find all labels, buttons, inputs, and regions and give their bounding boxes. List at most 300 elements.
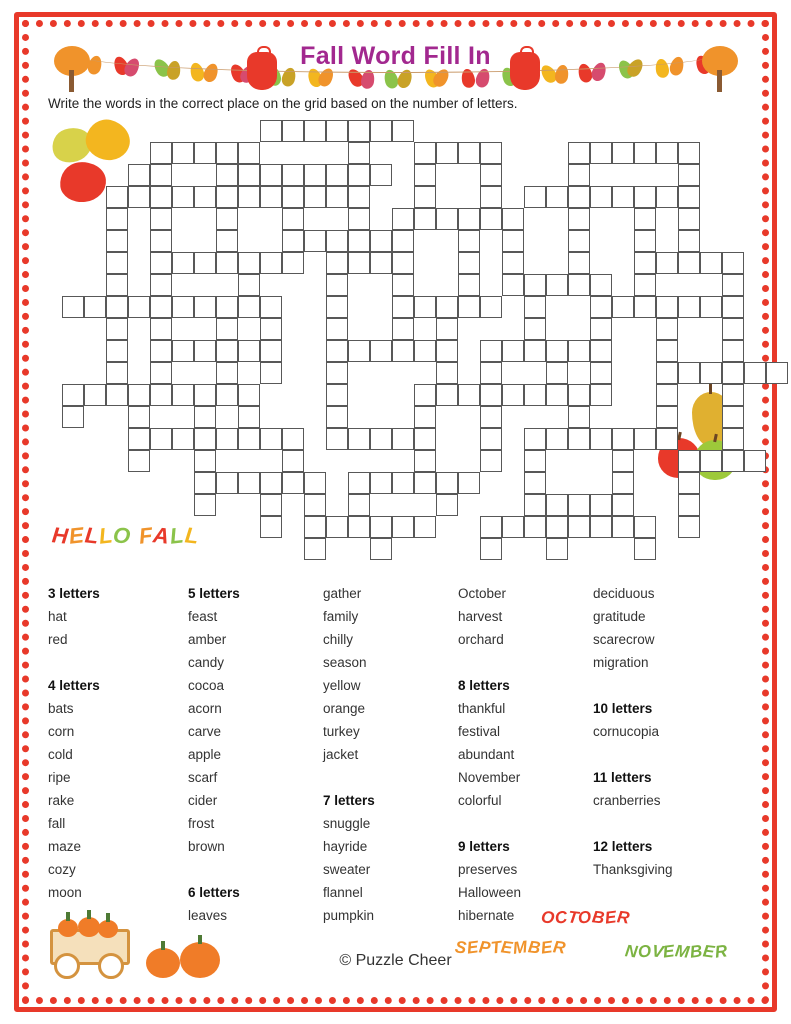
grid-cell[interactable] [106,186,128,208]
grid-cell[interactable] [480,516,502,538]
grid-cell[interactable] [260,252,282,274]
grid-cell[interactable] [612,296,634,318]
grid-cell[interactable] [216,142,238,164]
grid-cell[interactable] [304,472,326,494]
grid-cell[interactable] [568,274,590,296]
grid-cell[interactable] [282,450,304,472]
grid-cell[interactable] [634,296,656,318]
grid-cell[interactable] [216,384,238,406]
grid-cell[interactable] [392,516,414,538]
grid-cell[interactable] [656,186,678,208]
grid-cell[interactable] [436,472,458,494]
grid-cell[interactable] [326,274,348,296]
grid-cell[interactable] [502,208,524,230]
grid-cell[interactable] [568,340,590,362]
grid-cell[interactable] [238,472,260,494]
grid-cell[interactable] [546,494,568,516]
grid-cell[interactable] [612,494,634,516]
grid-cell[interactable] [370,164,392,186]
grid-cell[interactable] [502,252,524,274]
grid-cell[interactable] [612,450,634,472]
grid-cell[interactable] [546,538,568,560]
grid-cell[interactable] [172,186,194,208]
grid-cell[interactable] [370,252,392,274]
grid-cell[interactable] [634,230,656,252]
grid-cell[interactable] [216,252,238,274]
grid-cell[interactable] [568,384,590,406]
puzzle-grid[interactable] [40,120,752,575]
grid-cell[interactable] [282,428,304,450]
grid-cell[interactable] [590,274,612,296]
grid-cell[interactable] [260,362,282,384]
grid-cell[interactable] [260,494,282,516]
grid-cell[interactable] [590,340,612,362]
grid-cell[interactable] [524,494,546,516]
grid-cell[interactable] [436,494,458,516]
grid-cell[interactable] [722,428,744,450]
grid-cell[interactable] [634,142,656,164]
grid-cell[interactable] [238,252,260,274]
grid-cell[interactable] [260,164,282,186]
grid-cell[interactable] [282,472,304,494]
grid-cell[interactable] [546,516,568,538]
grid-cell[interactable] [348,230,370,252]
grid-cell[interactable] [414,142,436,164]
grid-cell[interactable] [414,516,436,538]
grid-cell[interactable] [106,274,128,296]
grid-cell[interactable] [150,274,172,296]
grid-cell[interactable] [414,340,436,362]
grid-cell[interactable] [150,384,172,406]
grid-cell[interactable] [546,274,568,296]
grid-cell[interactable] [590,428,612,450]
grid-cell[interactable] [172,384,194,406]
grid-cell[interactable] [150,318,172,340]
grid-cell[interactable] [326,516,348,538]
grid-cell[interactable] [458,142,480,164]
grid-cell[interactable] [150,340,172,362]
grid-cell[interactable] [568,208,590,230]
grid-cell[interactable] [480,296,502,318]
grid-cell[interactable] [656,296,678,318]
grid-cell[interactable] [436,318,458,340]
grid-cell[interactable] [722,362,744,384]
grid-cell[interactable] [194,252,216,274]
grid-cell[interactable] [194,494,216,516]
grid-cell[interactable] [678,230,700,252]
grid-cell[interactable] [590,296,612,318]
grid-cell[interactable] [722,406,744,428]
grid-cell[interactable] [172,340,194,362]
grid-cell[interactable] [436,208,458,230]
grid-cell[interactable] [194,186,216,208]
grid-cell[interactable] [150,208,172,230]
grid-cell[interactable] [568,428,590,450]
grid-cell[interactable] [612,428,634,450]
grid-cell[interactable] [106,208,128,230]
grid-cell[interactable] [150,252,172,274]
grid-cell[interactable] [128,186,150,208]
grid-cell[interactable] [458,384,480,406]
grid-cell[interactable] [260,318,282,340]
grid-cell[interactable] [502,384,524,406]
grid-cell[interactable] [612,472,634,494]
grid-cell[interactable] [238,274,260,296]
grid-cell[interactable] [568,164,590,186]
grid-cell[interactable] [392,472,414,494]
grid-cell[interactable] [458,208,480,230]
grid-cell[interactable] [524,450,546,472]
grid-cell[interactable] [128,164,150,186]
grid-cell[interactable] [326,406,348,428]
grid-cell[interactable] [700,252,722,274]
grid-cell[interactable] [238,406,260,428]
grid-cell[interactable] [678,186,700,208]
grid-cell[interactable] [348,120,370,142]
grid-cell[interactable] [260,186,282,208]
grid-cell[interactable] [172,142,194,164]
grid-cell[interactable] [612,142,634,164]
grid-cell[interactable] [326,120,348,142]
grid-cell[interactable] [260,516,282,538]
grid-cell[interactable] [414,186,436,208]
grid-cell[interactable] [282,120,304,142]
grid-cell[interactable] [722,450,744,472]
grid-cell[interactable] [656,252,678,274]
grid-cell[interactable] [62,406,84,428]
grid-cell[interactable] [282,208,304,230]
grid-cell[interactable] [260,340,282,362]
grid-cell[interactable] [766,362,788,384]
grid-cell[interactable] [524,472,546,494]
grid-cell[interactable] [568,186,590,208]
grid-cell[interactable] [370,428,392,450]
grid-cell[interactable] [634,538,656,560]
grid-cell[interactable] [304,538,326,560]
grid-cell[interactable] [326,252,348,274]
grid-cell[interactable] [260,120,282,142]
grid-cell[interactable] [436,296,458,318]
grid-cell[interactable] [414,406,436,428]
grid-cell[interactable] [348,472,370,494]
grid-cell[interactable] [392,230,414,252]
grid-cell[interactable] [414,296,436,318]
grid-cell[interactable] [216,428,238,450]
grid-cell[interactable] [524,296,546,318]
grid-cell[interactable] [260,472,282,494]
grid-cell[interactable] [656,362,678,384]
grid-cell[interactable] [260,428,282,450]
grid-cell[interactable] [414,208,436,230]
grid-cell[interactable] [348,186,370,208]
grid-cell[interactable] [216,340,238,362]
grid-cell[interactable] [590,186,612,208]
grid-cell[interactable] [348,142,370,164]
grid-cell[interactable] [216,208,238,230]
grid-cell[interactable] [480,142,502,164]
grid-cell[interactable] [62,296,84,318]
grid-cell[interactable] [458,252,480,274]
grid-cell[interactable] [150,142,172,164]
grid-cell[interactable] [458,472,480,494]
grid-cell[interactable] [392,296,414,318]
grid-cell[interactable] [612,516,634,538]
grid-cell[interactable] [194,450,216,472]
grid-cell[interactable] [414,428,436,450]
grid-cell[interactable] [238,384,260,406]
grid-cell[interactable] [524,516,546,538]
grid-cell[interactable] [304,494,326,516]
grid-cell[interactable] [128,406,150,428]
grid-cell[interactable] [194,428,216,450]
grid-cell[interactable] [502,340,524,362]
grid-cell[interactable] [700,296,722,318]
grid-cell[interactable] [480,450,502,472]
grid-cell[interactable] [392,428,414,450]
grid-cell[interactable] [348,516,370,538]
grid-cell[interactable] [700,450,722,472]
grid-cell[interactable] [678,494,700,516]
grid-cell[interactable] [524,318,546,340]
grid-cell[interactable] [524,384,546,406]
grid-cell[interactable] [546,186,568,208]
grid-cell[interactable] [722,252,744,274]
grid-cell[interactable] [458,274,480,296]
grid-cell[interactable] [634,208,656,230]
grid-cell[interactable] [656,340,678,362]
grid-cell[interactable] [216,362,238,384]
grid-cell[interactable] [524,428,546,450]
grid-cell[interactable] [238,428,260,450]
grid-cell[interactable] [436,340,458,362]
grid-cell[interactable] [84,384,106,406]
grid-cell[interactable] [106,340,128,362]
grid-cell[interactable] [62,384,84,406]
grid-cell[interactable] [326,186,348,208]
grid-cell[interactable] [700,362,722,384]
grid-cell[interactable] [282,164,304,186]
grid-cell[interactable] [304,516,326,538]
grid-cell[interactable] [194,142,216,164]
grid-cell[interactable] [304,186,326,208]
grid-cell[interactable] [634,428,656,450]
grid-cell[interactable] [436,384,458,406]
grid-cell[interactable] [282,230,304,252]
grid-cell[interactable] [480,406,502,428]
grid-cell[interactable] [612,186,634,208]
grid-cell[interactable] [172,428,194,450]
grid-cell[interactable] [370,516,392,538]
grid-cell[interactable] [590,384,612,406]
grid-cell[interactable] [392,340,414,362]
grid-cell[interactable] [678,450,700,472]
grid-cell[interactable] [348,164,370,186]
grid-cell[interactable] [590,516,612,538]
grid-cell[interactable] [370,340,392,362]
grid-cell[interactable] [480,340,502,362]
grid-cell[interactable] [326,164,348,186]
grid-cell[interactable] [546,384,568,406]
grid-cell[interactable] [480,428,502,450]
grid-cell[interactable] [568,494,590,516]
grid-cell[interactable] [502,230,524,252]
grid-cell[interactable] [106,230,128,252]
grid-cell[interactable] [370,472,392,494]
grid-cell[interactable] [238,296,260,318]
grid-cell[interactable] [238,340,260,362]
grid-cell[interactable] [348,252,370,274]
grid-cell[interactable] [414,472,436,494]
grid-cell[interactable] [106,384,128,406]
grid-cell[interactable] [348,494,370,516]
grid-cell[interactable] [568,252,590,274]
grid-cell[interactable] [744,362,766,384]
grid-cell[interactable] [392,120,414,142]
grid-cell[interactable] [414,450,436,472]
grid-cell[interactable] [238,142,260,164]
grid-cell[interactable] [326,318,348,340]
grid-cell[interactable] [634,252,656,274]
grid-cell[interactable] [304,230,326,252]
grid-cell[interactable] [744,450,766,472]
grid-cell[interactable] [590,494,612,516]
grid-cell[interactable] [106,252,128,274]
grid-cell[interactable] [172,252,194,274]
grid-cell[interactable] [326,362,348,384]
grid-cell[interactable] [392,274,414,296]
grid-cell[interactable] [656,318,678,340]
grid-cell[interactable] [524,274,546,296]
grid-cell[interactable] [502,516,524,538]
grid-cell[interactable] [480,384,502,406]
grid-cell[interactable] [128,296,150,318]
grid-cell[interactable] [84,296,106,318]
grid-cell[interactable] [326,296,348,318]
grid-cell[interactable] [150,428,172,450]
grid-cell[interactable] [480,164,502,186]
grid-cell[interactable] [216,186,238,208]
grid-cell[interactable] [678,164,700,186]
grid-cell[interactable] [480,208,502,230]
grid-cell[interactable] [634,274,656,296]
grid-cell[interactable] [150,230,172,252]
grid-cell[interactable] [546,428,568,450]
grid-cell[interactable] [678,142,700,164]
grid-cell[interactable] [282,252,304,274]
grid-cell[interactable] [678,516,700,538]
grid-cell[interactable] [678,208,700,230]
grid-cell[interactable] [722,318,744,340]
grid-cell[interactable] [392,208,414,230]
grid-cell[interactable] [392,252,414,274]
grid-cell[interactable] [216,296,238,318]
grid-cell[interactable] [172,296,194,318]
grid-cell[interactable] [194,296,216,318]
grid-cell[interactable] [326,340,348,362]
grid-cell[interactable] [150,186,172,208]
grid-cell[interactable] [634,186,656,208]
grid-cell[interactable] [414,384,436,406]
grid-cell[interactable] [590,318,612,340]
grid-cell[interactable] [370,120,392,142]
grid-cell[interactable] [150,362,172,384]
grid-cell[interactable] [480,186,502,208]
grid-cell[interactable] [304,164,326,186]
grid-cell[interactable] [326,428,348,450]
grid-cell[interactable] [546,362,568,384]
grid-cell[interactable] [524,186,546,208]
grid-cell[interactable] [436,142,458,164]
grid-cell[interactable] [656,142,678,164]
grid-cell[interactable] [194,472,216,494]
grid-cell[interactable] [238,164,260,186]
grid-cell[interactable] [238,186,260,208]
grid-cell[interactable] [370,538,392,560]
grid-cell[interactable] [568,406,590,428]
grid-cell[interactable] [106,362,128,384]
grid-cell[interactable] [722,296,744,318]
grid-cell[interactable] [634,516,656,538]
grid-cell[interactable] [678,296,700,318]
grid-cell[interactable] [678,252,700,274]
grid-cell[interactable] [216,472,238,494]
grid-cell[interactable] [568,142,590,164]
grid-cell[interactable] [106,296,128,318]
grid-cell[interactable] [722,274,744,296]
grid-cell[interactable] [656,384,678,406]
grid-cell[interactable] [392,318,414,340]
grid-cell[interactable] [194,340,216,362]
grid-cell[interactable] [194,406,216,428]
grid-cell[interactable] [458,230,480,252]
grid-cell[interactable] [128,384,150,406]
grid-cell[interactable] [568,230,590,252]
grid-cell[interactable] [326,230,348,252]
grid-cell[interactable] [370,230,392,252]
grid-cell[interactable] [436,362,458,384]
grid-cell[interactable] [502,274,524,296]
grid-cell[interactable] [678,362,700,384]
grid-cell[interactable] [480,538,502,560]
grid-cell[interactable] [348,428,370,450]
grid-cell[interactable] [260,296,282,318]
grid-cell[interactable] [678,472,700,494]
grid-cell[interactable] [216,318,238,340]
grid-cell[interactable] [128,428,150,450]
grid-cell[interactable] [546,340,568,362]
grid-cell[interactable] [480,362,502,384]
grid-cell[interactable] [414,164,436,186]
grid-cell[interactable] [106,318,128,340]
grid-cell[interactable] [282,186,304,208]
grid-cell[interactable] [194,384,216,406]
grid-cell[interactable] [216,230,238,252]
grid-cell[interactable] [128,450,150,472]
grid-cell[interactable] [150,296,172,318]
grid-cell[interactable] [348,208,370,230]
grid-cell[interactable] [326,384,348,406]
grid-cell[interactable] [656,406,678,428]
grid-cell[interactable] [348,340,370,362]
grid-cell[interactable] [722,384,744,406]
grid-cell[interactable] [722,340,744,362]
grid-cell[interactable] [590,142,612,164]
grid-cell[interactable] [458,296,480,318]
grid-cell[interactable] [216,164,238,186]
grid-cell[interactable] [656,428,678,450]
grid-cell[interactable] [568,516,590,538]
grid-cell[interactable] [524,340,546,362]
